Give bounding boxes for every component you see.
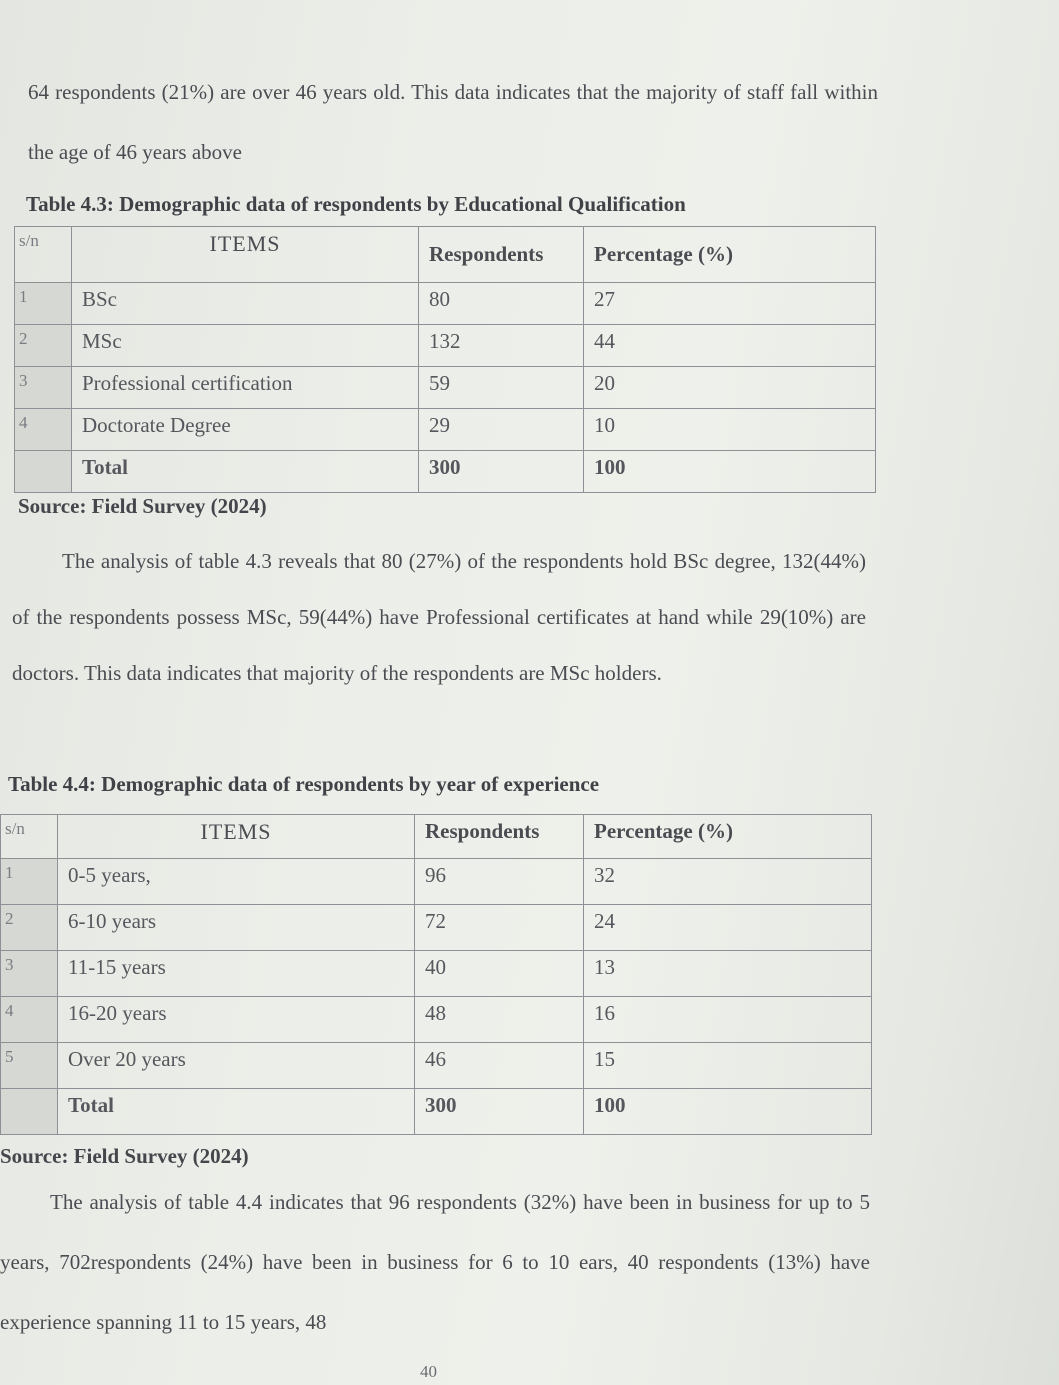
table-4-3 — [14, 226, 876, 493]
header-sn: s/n — [1, 815, 58, 859]
analysis-paragraph-4-4: The analysis of table 4.4 indicates that 96 respondents (32%) have been in business for up to 5 years, 702respondents (24%) have been in business for 6 to 10 ears, 40 respondents (13%) have experience spanning 11 to 15 years, 48 — [0, 1190, 870, 1334]
cell-item: 16-20 years — [58, 997, 415, 1043]
cell-item: 6-10 years — [58, 905, 415, 951]
cell-sn: 1 — [1, 859, 58, 905]
header-percentage: Percentage (%) — [584, 227, 876, 283]
cell-item: Doctorate Degree — [72, 409, 419, 451]
table-row — [1, 951, 872, 997]
table-total-row — [15, 451, 876, 493]
header-items: ITEMS — [58, 815, 415, 859]
cell-respondents: 29 — [419, 409, 584, 451]
cell-total-label: Total — [72, 451, 419, 493]
cell-percentage: 27 — [584, 283, 876, 325]
cell-respondents: 40 — [415, 951, 584, 997]
header-percentage: Percentage (%) — [584, 815, 872, 859]
header-respondents: Respondents — [415, 815, 584, 859]
cell-percentage: 44 — [584, 325, 876, 367]
table-row — [1, 905, 872, 951]
cell-respondents: 48 — [415, 997, 584, 1043]
cell-sn-empty — [1, 1089, 58, 1135]
header-sn: s/n — [15, 227, 72, 283]
table-header-row — [15, 227, 876, 283]
cell-respondents: 80 — [419, 283, 584, 325]
cell-percentage: 24 — [584, 905, 872, 951]
cell-item: BSc — [72, 283, 419, 325]
cell-respondents: 72 — [415, 905, 584, 951]
cell-item: Professional certification — [72, 367, 419, 409]
header-respondents: Respondents — [419, 227, 584, 283]
table-total-row — [1, 1089, 872, 1135]
cell-sn: 2 — [1, 905, 58, 951]
table-4-4 — [0, 814, 872, 1135]
cell-sn-empty — [15, 451, 72, 493]
cell-percentage: 32 — [584, 859, 872, 905]
table-row — [1, 997, 872, 1043]
cell-respondents: 46 — [415, 1043, 584, 1089]
header-items: ITEMS — [72, 227, 419, 283]
table-4-3-caption: Table 4.3: Demographic data of respondents by Educational Qualification — [26, 192, 686, 216]
cell-sn: 5 — [1, 1043, 58, 1089]
cell-respondents: 96 — [415, 859, 584, 905]
table-row — [15, 409, 876, 451]
cell-item: 0-5 years, — [58, 859, 415, 905]
cell-sn: 3 — [15, 367, 72, 409]
cell-item: Over 20 years — [58, 1043, 415, 1089]
cell-total-percentage: 100 — [584, 1089, 872, 1135]
table-4-4-caption: Table 4.4: Demographic data of respondents by year of experience — [8, 772, 600, 796]
table-4-4-source: Source: Field Survey (2024) — [0, 1144, 249, 1168]
cell-total-respondents: 300 — [419, 451, 584, 493]
cell-total-percentage: 100 — [584, 451, 876, 493]
cell-sn: 3 — [1, 951, 58, 997]
cell-percentage: 10 — [584, 409, 876, 451]
cell-respondents: 132 — [419, 325, 584, 367]
cell-percentage: 16 — [584, 997, 872, 1043]
table-row — [1, 1043, 872, 1089]
table-row — [15, 325, 876, 367]
cell-percentage: 20 — [584, 367, 876, 409]
cell-sn: 2 — [15, 325, 72, 367]
page-number: 40 — [420, 1362, 437, 1381]
table-row — [15, 283, 876, 325]
cell-sn: 1 — [15, 283, 72, 325]
table-header-row — [1, 815, 872, 859]
table-4-3-source: Source: Field Survey (2024) — [18, 494, 267, 518]
cell-sn: 4 — [1, 997, 58, 1043]
table-row — [1, 859, 872, 905]
table-row — [15, 367, 876, 409]
cell-percentage: 13 — [584, 951, 872, 997]
cell-total-label: Total — [58, 1089, 415, 1135]
cell-sn: 4 — [15, 409, 72, 451]
cell-item: 11-15 years — [58, 951, 415, 997]
intro-paragraph: 64 respondents (21%) are over 46 years old. This data indicates that the majority of staff fall within the age of 46 years above — [28, 80, 878, 164]
cell-percentage: 15 — [584, 1043, 872, 1089]
cell-respondents: 59 — [419, 367, 584, 409]
cell-item: MSc — [72, 325, 419, 367]
cell-total-respondents: 300 — [415, 1089, 584, 1135]
analysis-paragraph-4-3: The analysis of table 4.3 reveals that 80 (27%) of the respondents hold BSc degree, 132(44%) of the respondents possess MSc, 59(44%) have Professional certificates at hand while 29(10%) are doctors. This data indicates that majority of the respondents are MSc holders. — [12, 549, 866, 685]
